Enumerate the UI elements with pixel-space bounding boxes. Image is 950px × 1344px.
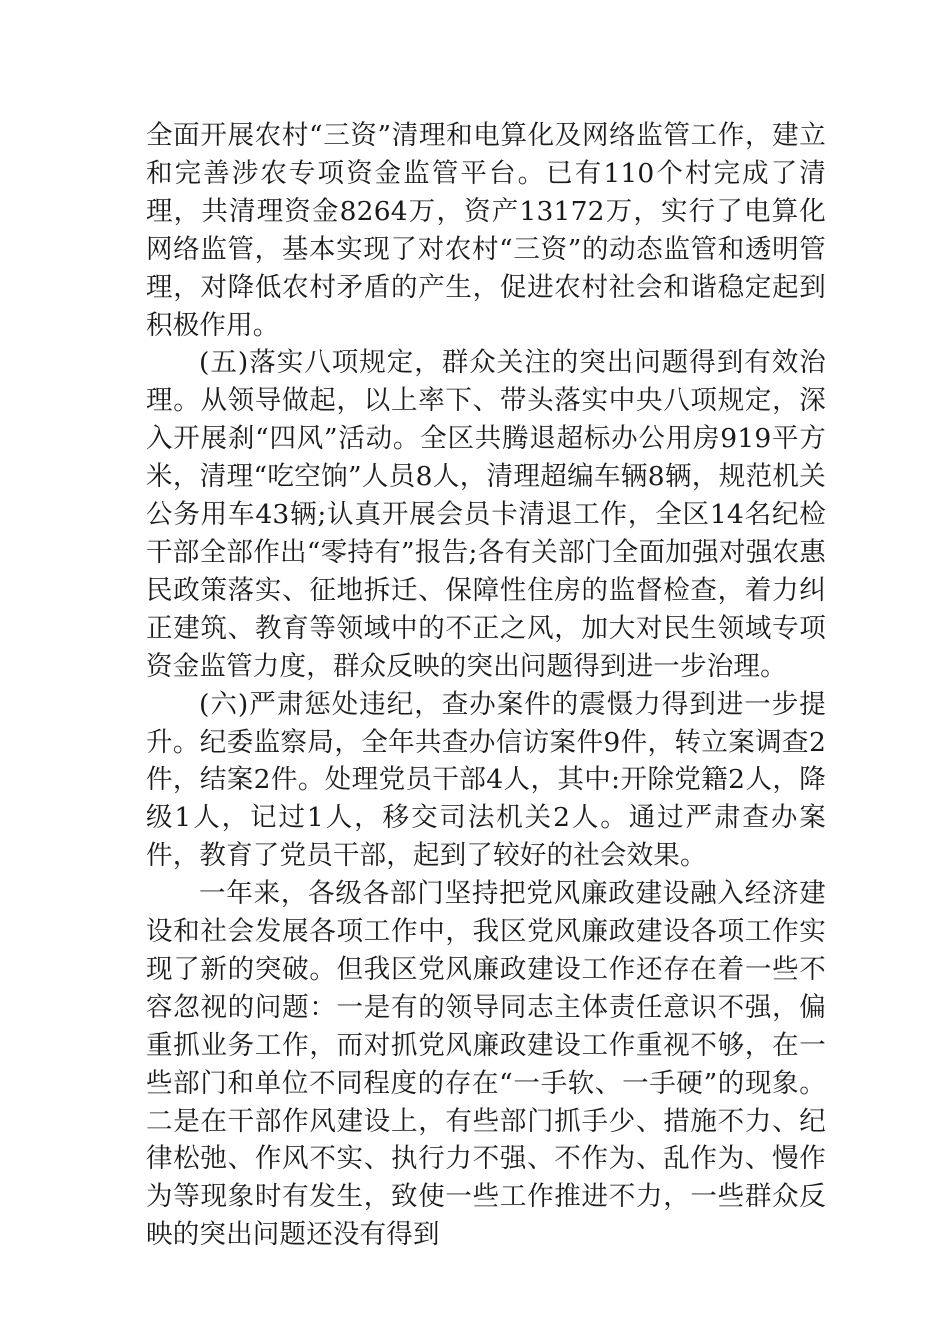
paragraph-problems-summary: 一年来，各级各部门坚持把党风廉政建设融入经济建设和社会发展各项工作中，我区党风廉政建设各项工作实现了新的突破。但我区党风廉政建设工作还存在着一些不容忽视的问题：一是有的领导同志主体责任意识不强，偏重抓业务工作，而对抓党风廉政建设工作重视不够，在一些部门和单位不同程度的存在“一手软、一手硬”的现象。二是在干部作风建设上，有些部门抓手少、措施不力、纪律松弛、作风不实、执行力不强、不作为、乱作为、慢作为等现象时有发生，致使一些工作推进不力，一些群众反映的突出问题还没有得到	[146, 878, 826, 1251]
paragraph-eight-regulations: (五)落实八项规定，群众关注的突出问题得到有效治理。从领导做起，以上率下、带头落实中央八项规定，深入开展刹“四风”活动。全区共腾退超标办公用房919平方米，清理“吃空饷”人员8人，清理超编车辆8辆，规范机关公务用车43辆;认真开展会员卡清退工作，全区14名纪检干部全部作出“零持有”报告;各有关部门全面加强对强农惠民政策落实、征地拆迁、保障性住房的监督检查，着力纠正建筑、教育等领域中的不正之风，加大对民生领域专项资金监管力度，群众反映的突出问题得到进一步治理。	[146, 347, 826, 682]
paragraph-case-handling: (六)严肃惩处违纪，查办案件的震慑力得到进一步提升。纪委监察局，全年共查办信访案件9件，转立案调查2件，结案2件。处理党员干部4人，其中:开除党籍2人，降级1人，记过1人，移交司法机关2人。通过严肃查办案件，教育了党员干部，起到了较好的社会效果。	[146, 688, 826, 872]
document-body	[146, 117, 826, 1254]
paragraph-sanzi-supervision: 全面开展农村“三资”清理和电算化及网络监管工作，建立和完善涉农专项资金监管平台。已有110个村完成了清理，共清理资金8264万，资产13172万，实行了电算化网络监管，基本实现了对农村“三资”的动态监管和透明管理，对降低农村矛盾的产生，促进农村社会和谐稳定起到积极作用。	[146, 120, 826, 341]
